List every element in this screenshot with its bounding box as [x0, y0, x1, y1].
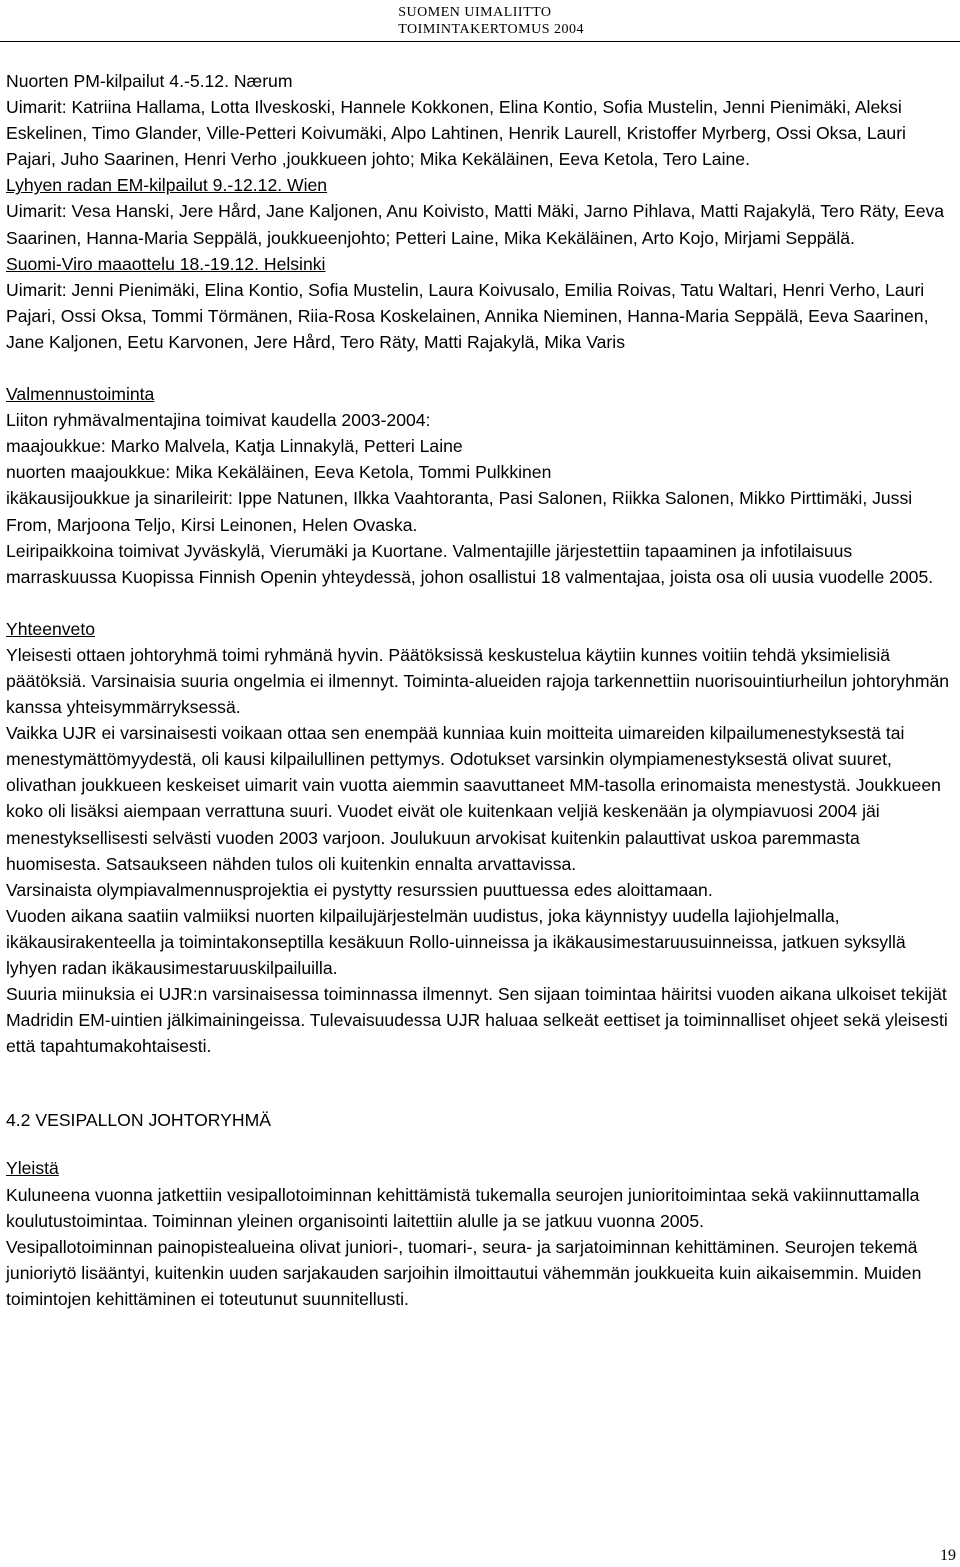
section-heading-em-wien: Lyhyen radan EM-kilpailut 9.-12.12. Wien	[6, 175, 328, 196]
coaching-paragraph: nuorten maajoukkue: Mika Kekäläinen, Eeva Ketola, Tommi Pulkkinen	[6, 462, 552, 483]
section-heading-nuorten-pm: Nuorten PM-kilpailut 4.-5.12. Nærum	[6, 71, 293, 91]
document-header	[398, 4, 584, 38]
section-title-vesipallo: 4.2 VESIPALLON JOHTORYHMÄ	[6, 1110, 271, 1131]
summary-paragraph: Yleisesti ottaen johtoryhmä toimi ryhmänä hyvin. Päätöksissä keskustelua käytiin kunnes voitiin tehdä yksimielisiä päätöksiä. Varsinaisia suuria ongelmia ei ilmennyt. Toiminta-alueiden rajoja tarkennettiin nuorisouintiurheilun johtoryhmän kanssa yhteisymmärryksessä.	[6, 644, 950, 718]
swimmers-list-em-wien: Uimarit: Vesa Hanski, Jere Hård, Jane Kaljonen, Anu Koivisto, Matti Mäki, Jarno Pihlava, Matti Rajakylä, Tero Räty, Eeva Saarinen, Hanna-Maria Seppälä, joukkueenjohto; Petteri Laine, Mika Kekäläinen, Arto Kojo, Mirjami Seppälä.	[6, 201, 945, 248]
page-number: 19	[940, 1547, 956, 1564]
summary-paragraph: Vaikka UJR ei varsinaisesti voikaan ottaa sen enempää kunniaa kuin moitteita uimareiden kilpailumenestyksestä tai menestymättömyydestä, oli kausi kilpailullinen pettymys. Odotukset varsinkin olympiamenestyksestä olivat suuret, olivathan joukkueen keskeiset uimarit vain vuotta aiemmin saavuttaneet MM-tasolla erinomaista menestystä. Joukkueen koko oli lisäksi aiempaan verrattuna suuri. Vuodet eivät ole kuitenkaan veljiä keskenään ja olympiavuosi 2004 jäi menestyksellisesti selvästi vuoden 2003 varjoon. Joulukuun arvokisat kuitenkin palauttivat uskoa paremmasta huomisesta. Satsaukseen nähden tulos oli kuitenkin ennalta arvattavissa.	[6, 723, 941, 874]
header-organization: SUOMEN UIMALIITTO	[398, 5, 552, 20]
waterpolo-paragraph: Vesipallotoiminnan painopistealueina olivat juniori-, tuomari-, seura- ja sarjatoiminnan kehittäminen. Seurojen tekemä junioriytö lisääntyi, kuitenkin uuden sarjakauden sarjoihin ilmoittautui vähemmän joukkueita kuin aikaisemmin. Muiden toimintojen kehittäminen ei toteutunut suunnitellusti.	[6, 1236, 922, 1309]
coaching-paragraph: maajoukkue: Marko Malvela, Katja Linnakylä, Petteri Laine	[6, 436, 463, 457]
summary-paragraph: Suuria miinuksia ei UJR:n varsinaisessa toiminnassa ilmennyt. Sen sijaan toimintaa häiritsi vuoden aikana ulkoiset tekijät Madridin EM-uintien jälkimainingeissa. Tulevaisuudessa UJR haluaa selkeät eettiset ja toiminnalliset ohjeet sekä yleisesti että tapahtumakohtaisesti.	[6, 984, 948, 1057]
summary-paragraph: Vuoden aikana saatiin valmiiksi nuorten kilpailujärjestelmän uudistus, joka käynnistyy uudella lajiohjelmalla, ikäkausirakenteella ja toimintakonseptilla kesäkuun Rollo-uinneissa ja ikäkausimestaruusuinneissa, jatkuen syksyllä lyhyen radan ikäkausimestaruuskilpailuilla.	[6, 905, 906, 978]
waterpolo-paragraph: Kuluneena vuonna jatkettiin vesipallotoiminnan kehittämistä tukemalla seurojen junioritoimintaa sekä vakiinnuttamalla koulutustoimintaa. Toiminnan yleinen organisointi laitettiin alulle ja se jatkuu vuonna 2005.	[6, 1184, 920, 1231]
coaching-paragraph: Leiripaikkoina toimivat Jyväskylä, Vierumäki ja Kuortane. Valmentajille järjestettiin tapaaminen ja infotilaisuus marraskuussa Kuopissa Finnish Openin yhteydessä, johon osallistui 18 valmentajaa, joista osa oli uusia vuodelle 2005.	[6, 540, 934, 587]
section-heading-yleista: Yleistä	[6, 1158, 59, 1179]
coaching-paragraph: Liiton ryhmävalmentajina toimivat kaudella 2003-2004:	[6, 410, 431, 431]
header-divider	[0, 41, 960, 42]
summary-paragraph: Varsinaista olympiavalmennusprojektia ei pystytty resurssien puuttuessa edes aloittamaan.	[6, 879, 713, 900]
spacer	[6, 590, 954, 616]
document-body	[6, 68, 954, 1312]
section-heading-valmennustoiminta: Valmennustoiminta	[6, 384, 155, 405]
spacer	[6, 1059, 954, 1107]
coaching-paragraph: ikäkausijoukkue ja sinarileirit: Ippe Natunen, Ilkka Vaahtoranta, Pasi Salonen, Riikka Salonen, Mikko Pirttimäki, Jussi From, Marjoona Teljo, Kirsi Leinonen, Helen Ovaska.	[6, 488, 913, 535]
header-report-title: TOIMINTAKERTOMUS 2004	[398, 22, 584, 37]
spacer	[6, 355, 954, 381]
swimmers-list-suomi-viro: Uimarit: Jenni Pienimäki, Elina Kontio, Sofia Mustelin, Laura Koivusalo, Emilia Roivas, Tatu Waltari, Henri Verho, Lauri Pajari, Ossi Oksa, Tommi Törmänen, Riia-Rosa Koskelainen, Annika Nieminen, Hanna-Maria Seppälä, Eeva Saarinen, Jane Kaljonen, Eetu Karvonen, Jere Hård, Tero Räty, Matti Rajakylä, Mika Varis	[6, 279, 929, 352]
spacer	[6, 1133, 954, 1155]
swimmers-list-nuorten-pm: Uimarit: Katriina Hallama, Lotta Ilveskoski, Hannele Kokkonen, Elina Kontio, Sofia Mustelin, Jenni Pienimäki, Aleksi Eskelinen, Timo Glander, Ville-Petteri Koivumäki, Alpo Lahtinen, Henrik Laurell, Kristoffer Myrberg, Ossi Oksa, Lauri Pajari, Juho Saarinen, Henri Verho ,joukkueen johto; Mika Kekäläinen, Eeva Ketola, Tero Laine.	[6, 97, 906, 170]
section-heading-suomi-viro: Suomi-Viro maaottelu 18.-19.12. Helsinki	[6, 253, 326, 274]
section-heading-yhteenveto: Yhteenveto	[6, 618, 96, 639]
